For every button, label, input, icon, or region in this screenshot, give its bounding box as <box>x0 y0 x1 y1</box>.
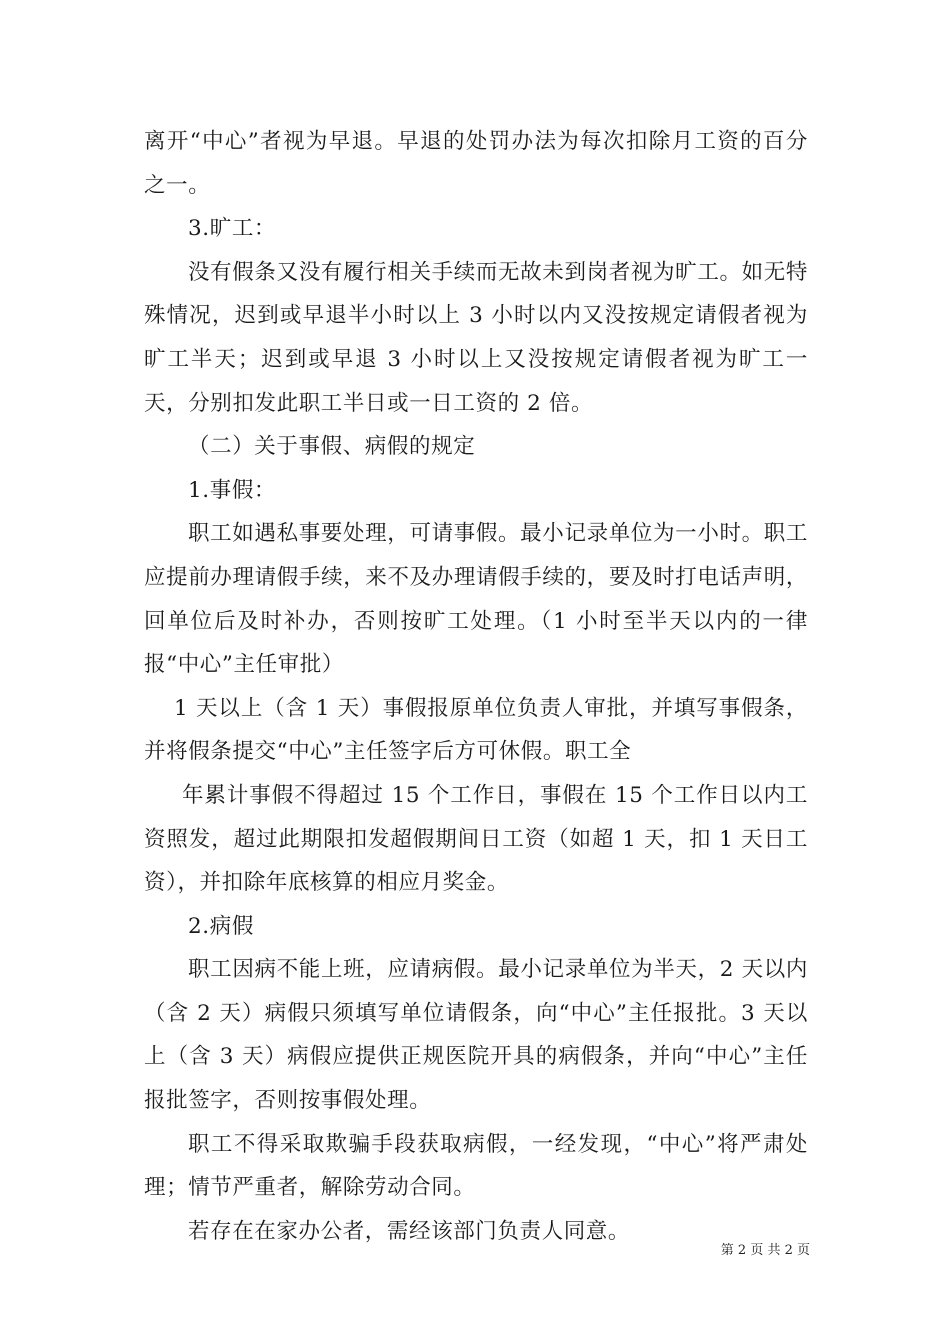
paragraph-personal-leave-approval: 1 天以上（含 1 天）事假报原单位负责人审批，并填写事假条，并将假条提交“中心”主任签字后方可休假。职工全 <box>144 695 808 765</box>
heading-personal-leave: 1.事假： <box>188 477 277 503</box>
heading-absenteeism: 3.旷工： <box>188 216 277 242</box>
paragraph-absenteeism: 没有假条又没有履行相关手续而无故未到岗者视为旷工。如无特殊情况，迟到或早退半小时以上 3 小时以内又没按规定请假者视为旷工半天；迟到或早退 3 小时以上又没按规定请假者视为旷工一天，分别扣发此职工半日或一日工资的 2 倍。 <box>144 259 808 416</box>
paragraph-personal-leave: 职工如遇私事要处理，可请事假。最小记录单位为一小时。职工应提前办理请假手续，来不及办理请假手续的，要及时打电话声明，回单位后及时补办，否则按旷工处理。（1 小时至半天以内的一律报“中心”主任审批） <box>144 521 808 678</box>
paragraph-sick-leave-fraud: 职工不得采取欺骗手段获取病假，一经发现，“中心”将严肃处理；情节严重者，解除劳动合同。 <box>144 1131 808 1201</box>
paragraph-remote-work: 若存在在家办公者，需经该部门负责人同意。 <box>188 1218 631 1244</box>
paragraph-sick-leave: 职工因病不能上班，应请病假。最小记录单位为半天，2 天以内（含 2 天）病假只须填写单位请假条，向“中心”主任报批。3 天以上（含 3 天）病假应提供正规医院开具的病假条，并向“中心”主任报批签字，否则按事假处理。 <box>144 957 808 1114</box>
document-body <box>144 120 808 1253</box>
paragraph-personal-leave-limit: 年累计事假不得超过 15 个工作日，事假在 15 个工作日以内工资照发，超过此期限扣发超假期间日工资（如超 1 天，扣 1 天日工资），并扣除年底核算的相应月奖金。 <box>144 782 808 896</box>
heading-sick-leave: 2.病假 <box>188 913 254 939</box>
page-number-footer: 第 2 页 共 2 页 <box>720 1243 810 1258</box>
section-heading-leave: （二）关于事假、病假的规定 <box>188 434 476 460</box>
paragraph-early-leave-cont: 离开“中心”者视为早退。早退的处罚办法为每次扣除月工资的百分之一。 <box>144 129 808 198</box>
